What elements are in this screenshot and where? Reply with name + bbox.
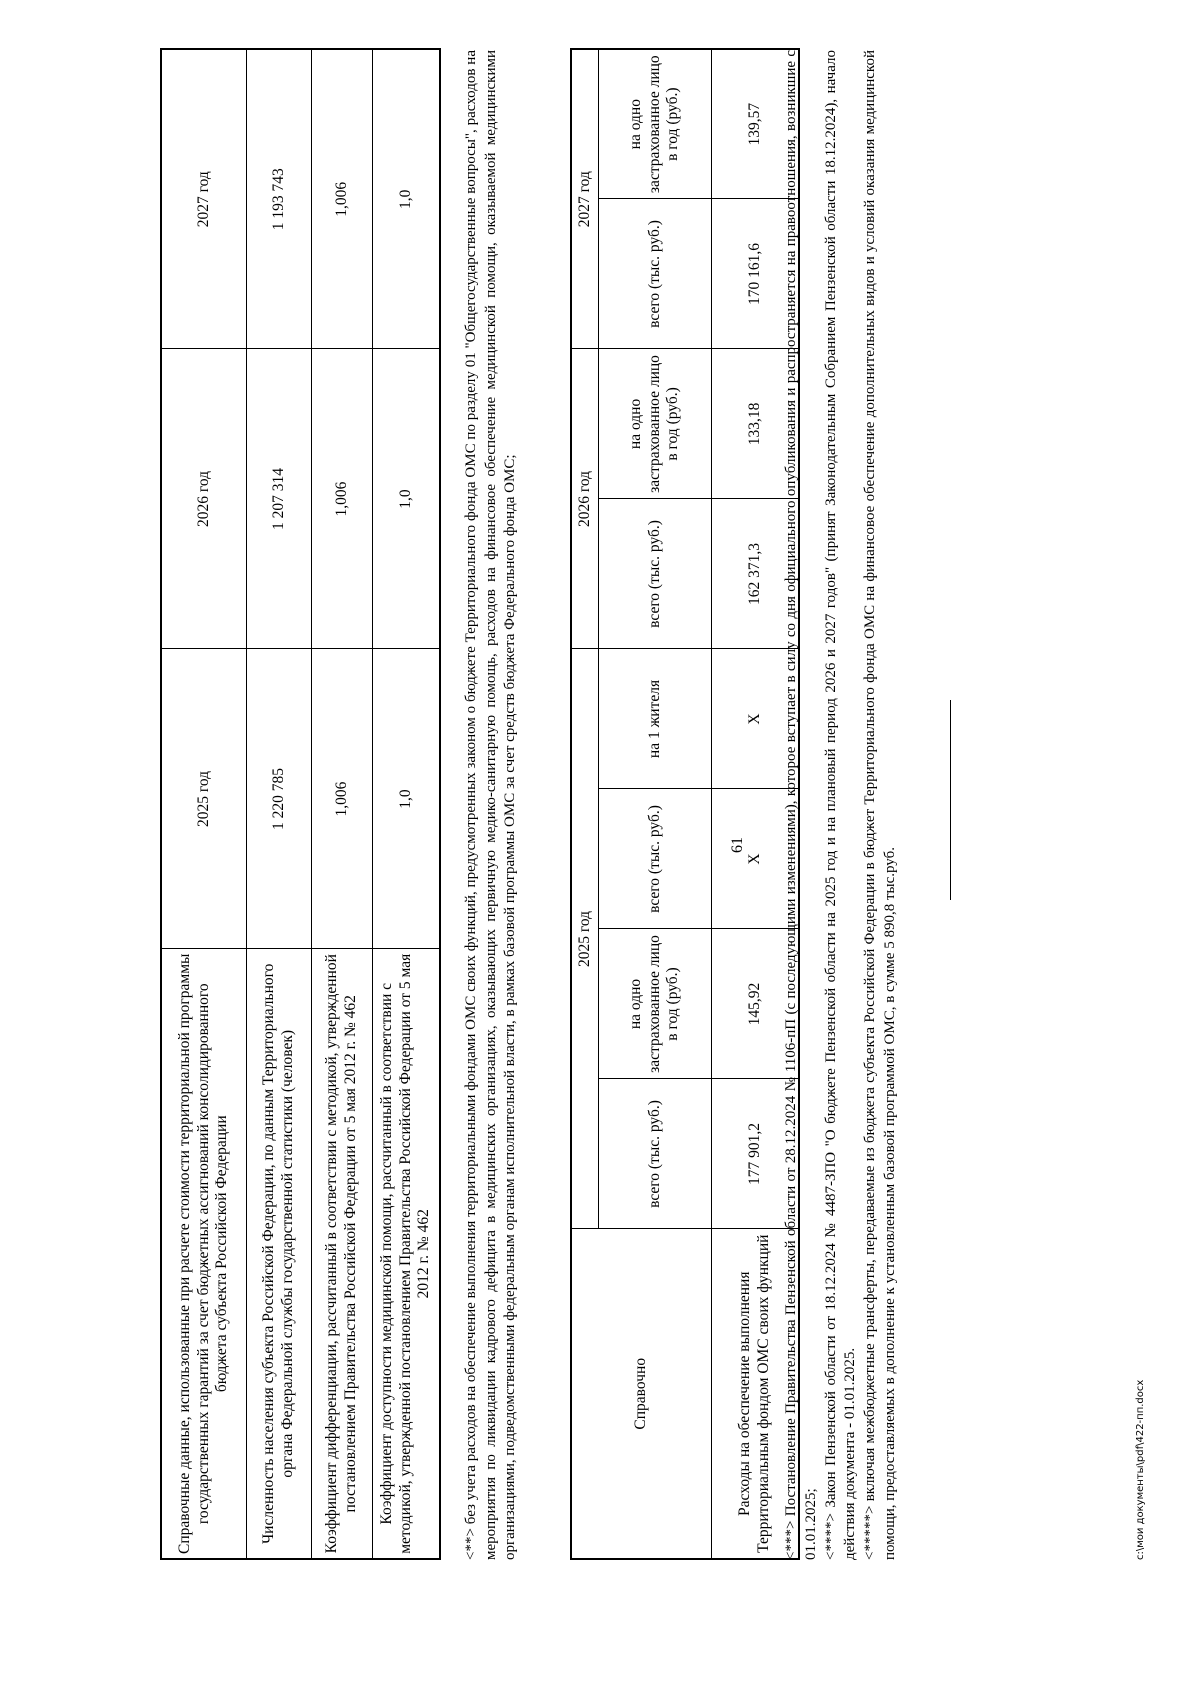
cell-value: 1,006 [312,49,373,349]
subheader-total: всего (тыс. руб.) [599,789,712,929]
subheader-per-insured: на одно застрахованное лицо в год (руб.) [599,349,712,499]
subheader-total: всего (тыс. руб.) [599,1079,712,1229]
reference-data-table [160,48,441,1560]
cell-value: 1,0 [373,49,441,349]
year-header: 2025 год [571,649,599,1229]
fund-expenses-table [570,48,800,1560]
subheader-per-insured: на одно застрахованное лицо в год (руб.) [599,49,712,199]
footnote-double-asterisk: <**> без учета расходов на обеспечение выполнения территориальными фондами ОМС своих функций, предусмотренных законом о бюджете Территориального фонда ОМС по разделу 01 "Общегосударственные вопросы", расходов на мероприятия по ликвидации кадрового дефицита в медицинских организациях, оказывающих первичную медико-санитарную помощь, расходов на финансовое обеспечение медицинской помощи, оказываемой медицинскими организациями, подведомственными федеральным органам исполнительной власти, в рамках базовой программы ОМС за счет средств бюджета Федерального фонда ОМС; [463,50,518,1560]
table-row [247,49,312,1559]
year-header: 2027 год [161,49,247,349]
cell-value: 139,57 [712,49,800,199]
cell-value: 1 207 314 [247,349,312,649]
table-header-label: Справочные данные, использованные при расчете стоимости территориальной программы государственных гарантий за счет бюджетных ассигнований консолидированного бюджета субъекта Российской Федерации [161,949,247,1559]
cell-value: 133,18 [712,349,800,499]
cell-value: X [712,649,800,789]
cell-value: 1,006 [312,649,373,949]
row-label: Коэффициент доступности медицинской помощи, рассчитанный в соответствии с методикой, утвержденной постановлением Правительства Российской Федерации от 5 мая 2012 г. № 462 [373,949,441,1559]
footnote-four-asterisk: <****> Закон Пензенской области от 18.12.2024 № 4487-ЗПО "О бюджете Пензенской области на 2025 год и на плановый период 2026 и 2027 годов" (принят Законодательным Собранием Пензенской области 18.12.2024), начало действия документа - 01.01.2025. [822,50,859,1560]
cell-value: 162 371,3 [712,499,800,649]
cell-value: 1 193 743 [247,49,312,349]
subheader-total: всего (тыс. руб.) [599,199,712,349]
cell-value: 1,0 [373,649,441,949]
page-number: 61 [729,837,746,853]
cell-value: 177 901,2 [712,1079,800,1229]
row-label: Численность населения субъекта Российской Федерации, по данным Территориального органа Федеральной службы государственной статистики (человек) [247,949,312,1559]
footnote-five-asterisk: <*****> включая межбюджетные трансферты, передаваемые из бюджета субъекта Российской Федерации в бюджет Территориального фонда ОМС на финансовое обеспечение дополнительных видов и условий оказания медицинской помощи, предоставляемых в дополнение к установленным базовой программой ОМС, в сумме 5 890,8 тыс.руб. [862,50,898,1560]
table-row [312,49,373,1559]
subheader-total: всего (тыс. руб.) [599,499,712,649]
footnotes [782,50,901,1560]
rotated-content [160,50,1160,1560]
table-row [373,49,441,1559]
cell-value: 1,0 [373,349,441,649]
cell-value: 1,006 [312,349,373,649]
cell-value: X [712,789,800,929]
footnote-three-asterisk: <***> Постановление Правительства Пензенской области от 28.12.2024 № 1106-пП (с последующими изменениями), которое вступает в силу со дня официального опубликования и распространяется на правоотношения, возникшие с 01.01.2025; [783,50,819,1560]
cell-value: 145,92 [712,929,800,1079]
cell-value: 1 220 785 [247,649,312,949]
year-header: 2026 год [161,349,247,649]
cell-value: 170 161,6 [712,199,800,349]
corner-header: Справочно [571,1229,712,1559]
table-row [571,49,599,1559]
horizontal-rule [950,700,951,900]
file-path: c:\мои документы\pdf\422-пп.docx [1135,1379,1146,1560]
row-label: Коэффициент дифференциации, рассчитанный в соответствии с методикой, утвержденной постановлением Правительства Российской Федерации от 5 мая 2012 г. № 462 [312,949,373,1559]
year-header: 2026 год [571,349,599,649]
subheader-per-insured: на одно застрахованное лицо в год (руб.) [599,929,712,1079]
year-header: 2025 год [161,649,247,949]
year-header: 2027 год [571,49,599,349]
subheader-per-resident: на 1 жителя [599,649,712,789]
row-label: Расходы на обеспечение выполнения Территориальным фондом ОМС своих функций [712,1229,800,1559]
table-row [161,49,247,1559]
